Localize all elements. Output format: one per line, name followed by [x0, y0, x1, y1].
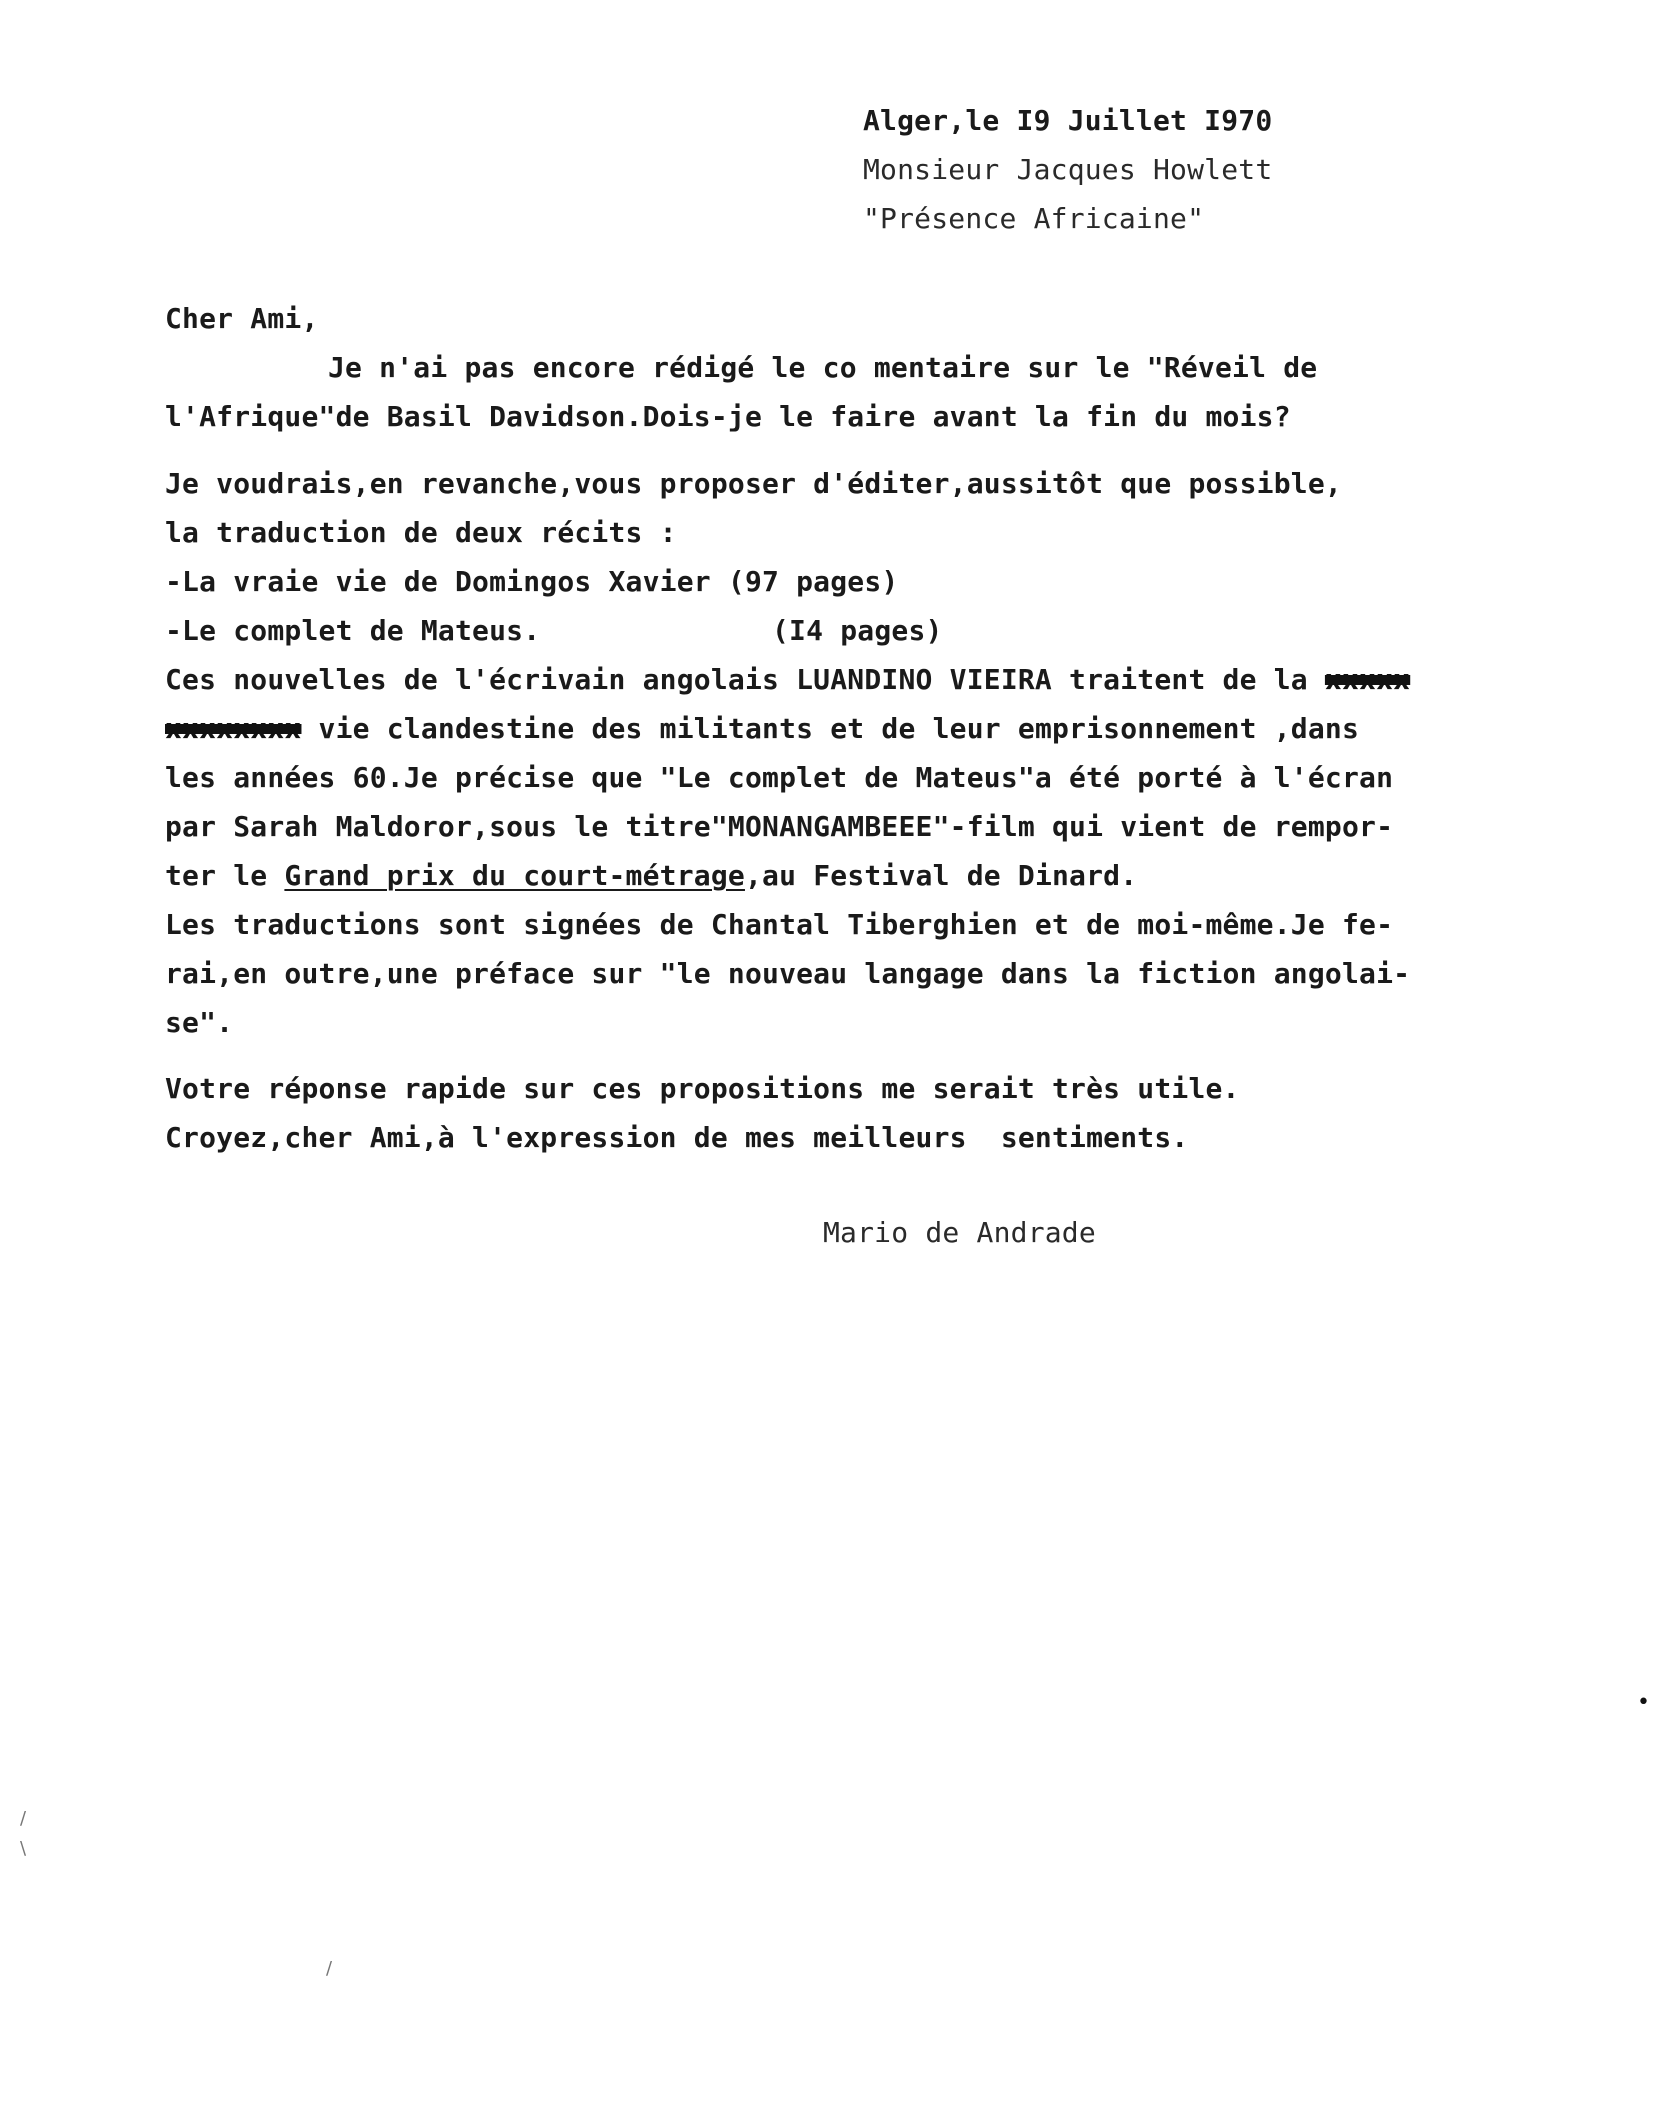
list-item-domingos-xavier: -La vraie vie de Domingos Xavier (97 pages): [165, 565, 899, 598]
paragraph-3-line-2: [165, 712, 1359, 746]
paragraph-2-line-2: la traduction de deux récits :: [165, 516, 677, 549]
paragraph-1-line-2: l'Afrique"de Basil Davidson.Dois-je le faire avant la fin du mois?: [165, 400, 1291, 433]
salutation: Cher Ami,: [165, 302, 319, 335]
list-item-complet-de-mateus: -Le complet de Mateus.: [165, 614, 541, 647]
paragraph-3-line-5: [165, 859, 1137, 893]
paragraph-5-line-2: Croyez,cher Ami,à l'expression de mes meilleurs sentiments.: [165, 1121, 1189, 1154]
paragraph-4-line-2: rai,en outre,une préface sur "le nouveau langage dans la fiction angolai-: [165, 957, 1411, 990]
pencil-mark: /: [326, 1958, 333, 1979]
struck-out-word-2: xxxxxxxx: [165, 712, 302, 745]
paragraph-1-line-1: Je n'ai pas encore rédigé le co mentaire sur le "Réveil de: [328, 351, 1318, 384]
paragraph-3-line-5-start: ter le: [165, 859, 285, 892]
paragraph-3-line-2-text: vie clandestine des militants et de leur emprisonnement ,dans: [301, 712, 1360, 745]
paragraph-3-line-3: les années 60.Je précise que "Le complet de Mateus"a été porté à l'écran: [165, 761, 1394, 794]
paragraph-2-line-1: Je voudrais,en revanche,vous proposer d'éditer,aussitôt que possible,: [165, 467, 1342, 500]
award-name: Grand prix du court-métrage: [284, 859, 745, 892]
paragraph-3-line-1: [165, 663, 1410, 697]
paragraph-5-line-1: Votre réponse rapide sur ces propositions me serait très utile.: [165, 1072, 1240, 1105]
paragraph-4-line-1: Les traductions sont signées de Chantal Tiberghien et de moi-même.Je fe-: [165, 908, 1394, 941]
recipient-name: Monsieur Jacques Howlett: [863, 153, 1273, 186]
paragraph-3-line-1-text: Ces nouvelles de l'écrivain angolais LUANDINO VIEIRA traitent de la: [165, 663, 1308, 696]
recipient-publication: "Présence Africaine": [863, 202, 1205, 235]
margin-mark-2: \: [20, 1838, 27, 1859]
list-item-complet-de-mateus-pages: (I4 pages): [772, 614, 943, 647]
date-line: Alger,le I9 Juillet I970: [863, 104, 1273, 137]
ink-speck: •: [1637, 1690, 1650, 1715]
paragraph-4-line-3: se".: [165, 1006, 234, 1039]
paragraph-3-line-4: par Sarah Maldoror,sous le titre"MONANGAMBEEE"-film qui vient de rempor-: [165, 810, 1394, 843]
signature: Mario de Andrade: [823, 1216, 1096, 1249]
struck-out-word-1: xxxxx: [1324, 663, 1411, 696]
margin-mark-1: /: [20, 1808, 27, 1829]
paragraph-3-line-5-end: ,au Festival de Dinard.: [744, 859, 1138, 892]
